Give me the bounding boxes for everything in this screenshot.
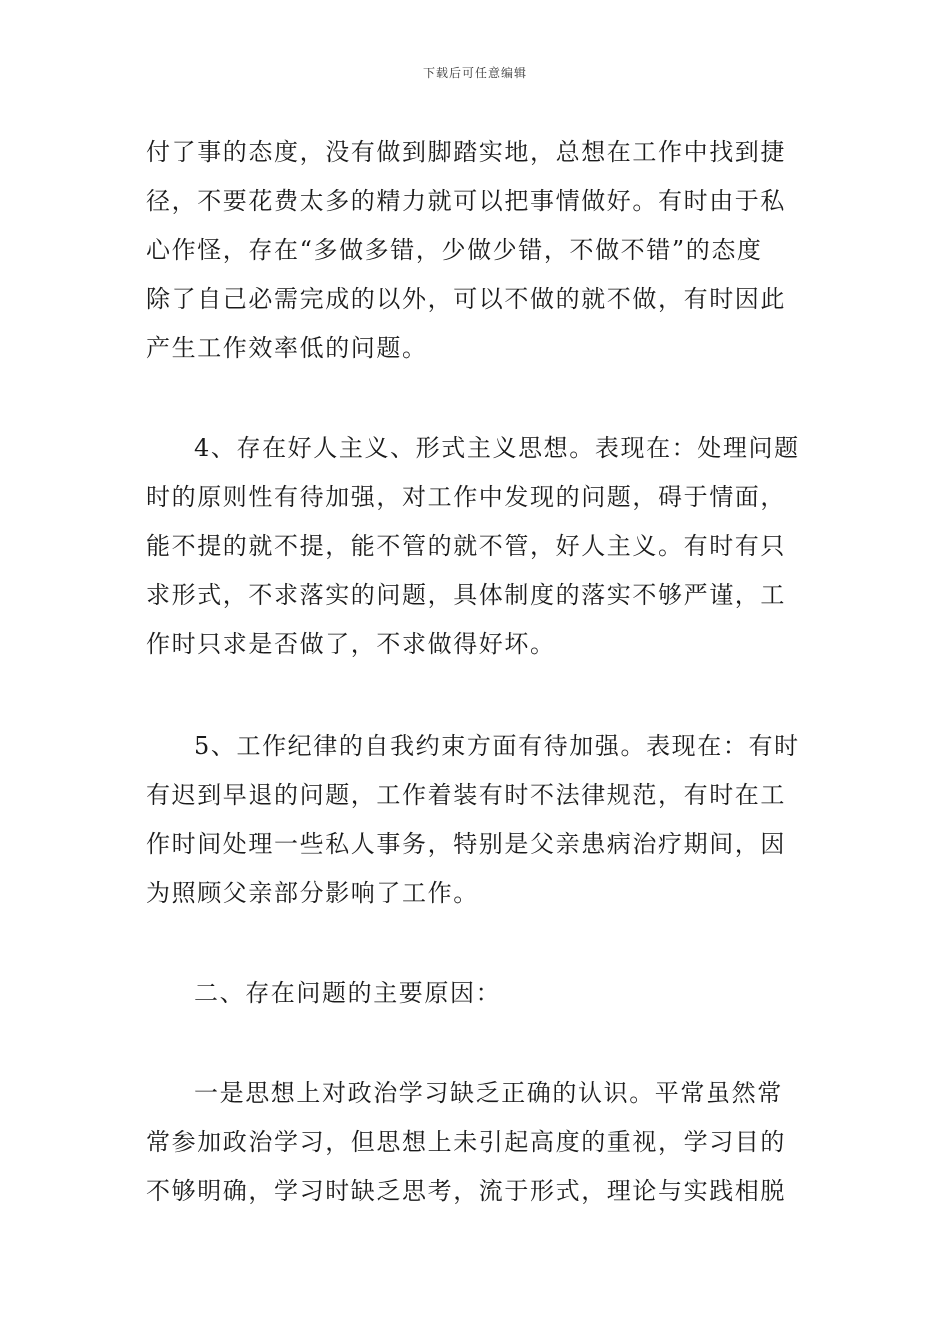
paragraph-3-line-4: 为照顾父亲部分影响了工作。 bbox=[146, 879, 479, 907]
paragraph-5-line-3: 不够明确，学习时缺乏思考，流于形式，理论与实践相脱 bbox=[146, 1177, 786, 1205]
paragraph-5-line-2: 常参加政治学习，但思想上未引起高度的重视，学习目的 bbox=[146, 1128, 786, 1156]
page-header: 下载后可任意编辑 bbox=[422, 66, 527, 80]
paragraph-2-line-5: 作时只求是否做了，不求做得好坏。 bbox=[146, 630, 556, 658]
paragraph-1-line-4: 除了自己必需完成的以外，可以不做的就不做，有时因此 bbox=[146, 285, 786, 313]
paragraph-3-line-1: 5、工作纪律的自我约束方面有待加强。表现在：有时 bbox=[194, 732, 800, 760]
section-heading: 二、存在问题的主要原因： bbox=[194, 979, 502, 1007]
paragraph-5-line-1: 一是思想上对政治学习缺乏正确的认识。平常虽然常 bbox=[194, 1079, 783, 1107]
paragraph-3-line-2: 有迟到早退的问题，工作着装有时不法律规范，有时在工 bbox=[146, 781, 786, 809]
paragraph-2-line-3: 能不提的就不提，能不管的就不管，好人主义。有时有只 bbox=[146, 532, 786, 560]
paragraph-1-line-3: 心作怪，存在“多做多错，少做少错，不做不错”的态度 bbox=[146, 236, 763, 264]
paragraph-2-line-2: 时的原则性有待加强，对工作中发现的问题，碍于情面， bbox=[146, 483, 786, 511]
paragraph-2-line-1: 4、存在好人主义、形式主义思想。表现在：处理问题 bbox=[194, 434, 800, 462]
paragraph-3-line-3: 作时间处理一些私人事务，特别是父亲患病治疗期间，因 bbox=[146, 830, 786, 858]
paragraph-1-line-2: 径，不要花费太多的精力就可以把事情做好。有时由于私 bbox=[146, 187, 786, 215]
paragraph-2-line-4: 求形式，不求落实的问题，具体制度的落实不够严谨，工 bbox=[146, 581, 786, 609]
paragraph-1-line-1: 付了事的态度，没有做到脚踏实地，总想在工作中找到捷 bbox=[146, 138, 786, 166]
paragraph-1-line-5: 产生工作效率低的问题。 bbox=[146, 334, 428, 362]
